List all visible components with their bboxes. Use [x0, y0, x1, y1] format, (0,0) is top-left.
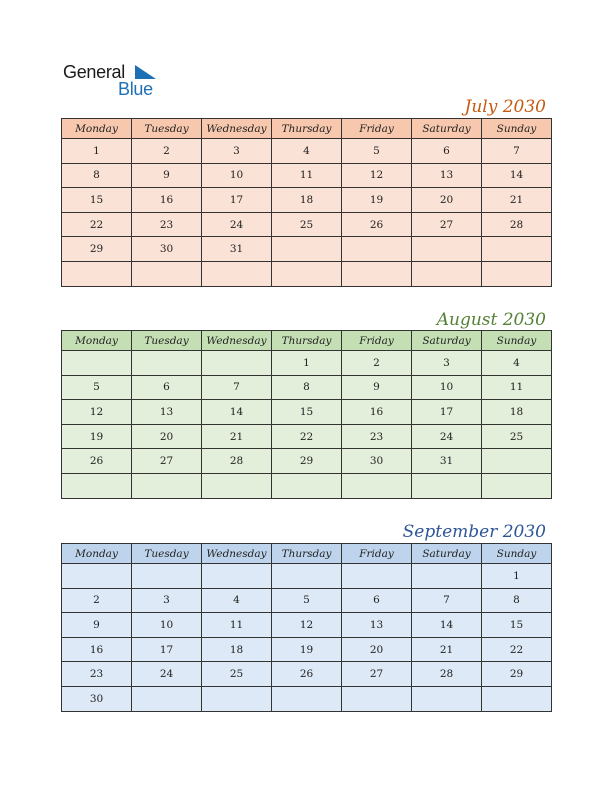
day-cell: 3 [202, 139, 272, 164]
week-row [62, 351, 552, 376]
day-cell: 19 [272, 637, 342, 662]
weekday-header-row [62, 331, 552, 351]
day-cell [62, 473, 132, 498]
day-cell: 9 [342, 375, 412, 400]
day-cell: 25 [482, 424, 552, 449]
day-cell [202, 564, 272, 589]
day-cell [482, 686, 552, 711]
day-cell: 17 [202, 188, 272, 213]
day-cell: 13 [132, 400, 202, 425]
weekday-header: Friday [342, 331, 412, 351]
weekday-header-row [62, 119, 552, 139]
day-cell [412, 261, 482, 286]
weekday-header: Tuesday [132, 331, 202, 351]
day-cell: 8 [482, 588, 552, 613]
day-cell: 17 [412, 400, 482, 425]
day-cell: 6 [412, 139, 482, 164]
weekday-header: Monday [62, 119, 132, 139]
day-cell: 10 [412, 375, 482, 400]
week-row [62, 400, 552, 425]
day-cell: 24 [132, 662, 202, 687]
day-cell [202, 686, 272, 711]
day-cell: 9 [132, 163, 202, 188]
day-cell: 14 [202, 400, 272, 425]
day-cell [272, 564, 342, 589]
day-cell: 20 [132, 424, 202, 449]
week-row [62, 637, 552, 662]
week-row [62, 261, 552, 286]
day-cell: 15 [482, 613, 552, 638]
day-cell: 14 [412, 613, 482, 638]
week-row [62, 449, 552, 474]
day-cell: 28 [202, 449, 272, 474]
day-cell [272, 261, 342, 286]
calendar-september [61, 543, 552, 712]
day-cell: 11 [272, 163, 342, 188]
logo-text-general: General [63, 62, 125, 82]
day-cell: 9 [62, 613, 132, 638]
day-cell: 14 [482, 163, 552, 188]
day-cell: 5 [62, 375, 132, 400]
weekday-header: Sunday [482, 544, 552, 564]
week-row [62, 613, 552, 638]
logo-text-blue: Blue [118, 79, 153, 99]
day-cell: 1 [62, 139, 132, 164]
weekday-header: Sunday [482, 119, 552, 139]
day-cell: 15 [272, 400, 342, 425]
day-cell: 22 [272, 424, 342, 449]
day-cell [202, 473, 272, 498]
day-cell [482, 449, 552, 474]
day-cell: 15 [62, 188, 132, 213]
day-cell: 29 [272, 449, 342, 474]
week-row [62, 375, 552, 400]
day-cell [132, 473, 202, 498]
week-row [62, 188, 552, 213]
day-cell [62, 564, 132, 589]
day-cell: 26 [62, 449, 132, 474]
day-cell [342, 564, 412, 589]
day-cell: 18 [202, 637, 272, 662]
day-cell: 24 [202, 212, 272, 237]
weekday-header: Friday [342, 544, 412, 564]
day-cell [62, 261, 132, 286]
month-title-september: September 2030 [402, 522, 546, 542]
month-title-august: August 2030 [436, 310, 546, 330]
week-row [62, 163, 552, 188]
week-row [62, 139, 552, 164]
day-cell: 4 [482, 351, 552, 376]
weekday-header: Saturday [412, 544, 482, 564]
day-cell: 3 [132, 588, 202, 613]
day-cell: 30 [342, 449, 412, 474]
day-cell: 23 [132, 212, 202, 237]
week-row [62, 662, 552, 687]
day-cell [412, 686, 482, 711]
weekday-header: Saturday [412, 119, 482, 139]
day-cell: 19 [342, 188, 412, 213]
week-row [62, 686, 552, 711]
day-cell: 12 [62, 400, 132, 425]
day-cell: 30 [62, 686, 132, 711]
day-cell: 25 [202, 662, 272, 687]
day-cell: 20 [412, 188, 482, 213]
day-cell: 2 [132, 139, 202, 164]
week-row [62, 424, 552, 449]
day-cell: 23 [62, 662, 132, 687]
generalblue-logo [63, 62, 163, 98]
day-cell: 24 [412, 424, 482, 449]
day-cell [412, 564, 482, 589]
day-cell: 10 [132, 613, 202, 638]
week-row [62, 237, 552, 262]
logo-triangle-icon [135, 65, 157, 79]
day-cell: 4 [202, 588, 272, 613]
day-cell [202, 261, 272, 286]
day-cell: 6 [132, 375, 202, 400]
day-cell: 16 [132, 188, 202, 213]
day-cell: 11 [202, 613, 272, 638]
weekday-header: Wednesday [202, 544, 272, 564]
weekday-header: Monday [62, 544, 132, 564]
month-title-july: July 2030 [464, 97, 546, 117]
day-cell: 13 [412, 163, 482, 188]
day-cell: 3 [412, 351, 482, 376]
day-cell: 21 [482, 188, 552, 213]
day-cell: 8 [62, 163, 132, 188]
day-cell: 7 [412, 588, 482, 613]
week-row [62, 473, 552, 498]
day-cell [412, 237, 482, 262]
day-cell: 17 [132, 637, 202, 662]
day-cell: 16 [62, 637, 132, 662]
day-cell [62, 351, 132, 376]
day-cell: 12 [342, 163, 412, 188]
day-cell: 28 [482, 212, 552, 237]
day-cell: 26 [272, 662, 342, 687]
day-cell: 6 [342, 588, 412, 613]
day-cell: 22 [62, 212, 132, 237]
day-cell: 27 [342, 662, 412, 687]
weekday-header: Saturday [412, 331, 482, 351]
day-cell: 7 [202, 375, 272, 400]
weekday-header-row [62, 544, 552, 564]
day-cell [272, 686, 342, 711]
day-cell: 2 [62, 588, 132, 613]
day-cell: 31 [412, 449, 482, 474]
weekday-header: Tuesday [132, 544, 202, 564]
week-row [62, 212, 552, 237]
day-cell: 4 [272, 139, 342, 164]
day-cell: 1 [482, 564, 552, 589]
day-cell [342, 237, 412, 262]
day-cell: 19 [62, 424, 132, 449]
day-cell: 13 [342, 613, 412, 638]
day-cell: 30 [132, 237, 202, 262]
day-cell: 27 [412, 212, 482, 237]
weekday-header: Sunday [482, 331, 552, 351]
day-cell [132, 351, 202, 376]
weekday-header: Wednesday [202, 119, 272, 139]
day-cell: 22 [482, 637, 552, 662]
day-cell [342, 261, 412, 286]
day-cell [342, 686, 412, 711]
day-cell: 20 [342, 637, 412, 662]
day-cell [482, 237, 552, 262]
day-cell: 21 [412, 637, 482, 662]
day-cell: 10 [202, 163, 272, 188]
day-cell: 23 [342, 424, 412, 449]
day-cell: 8 [272, 375, 342, 400]
weekday-header: Thursday [272, 544, 342, 564]
weekday-header: Friday [342, 119, 412, 139]
weekday-header: Monday [62, 331, 132, 351]
weekday-header: Wednesday [202, 331, 272, 351]
day-cell: 5 [272, 588, 342, 613]
day-cell: 12 [272, 613, 342, 638]
day-cell: 26 [342, 212, 412, 237]
day-cell: 25 [272, 212, 342, 237]
day-cell: 18 [272, 188, 342, 213]
day-cell [482, 473, 552, 498]
day-cell [132, 261, 202, 286]
week-row [62, 588, 552, 613]
day-cell: 27 [132, 449, 202, 474]
day-cell [272, 473, 342, 498]
calendar-august [61, 330, 552, 499]
day-cell: 2 [342, 351, 412, 376]
week-row [62, 564, 552, 589]
day-cell: 29 [482, 662, 552, 687]
day-cell [132, 686, 202, 711]
day-cell [412, 473, 482, 498]
day-cell: 21 [202, 424, 272, 449]
day-cell: 11 [482, 375, 552, 400]
day-cell [132, 564, 202, 589]
day-cell: 31 [202, 237, 272, 262]
weekday-header: Thursday [272, 119, 342, 139]
weekday-header: Tuesday [132, 119, 202, 139]
day-cell: 29 [62, 237, 132, 262]
day-cell [202, 351, 272, 376]
day-cell [482, 261, 552, 286]
day-cell: 16 [342, 400, 412, 425]
weekday-header: Thursday [272, 331, 342, 351]
day-cell: 7 [482, 139, 552, 164]
day-cell: 28 [412, 662, 482, 687]
calendar-july [61, 118, 552, 287]
day-cell [272, 237, 342, 262]
day-cell: 1 [272, 351, 342, 376]
day-cell [342, 473, 412, 498]
day-cell: 18 [482, 400, 552, 425]
day-cell: 5 [342, 139, 412, 164]
